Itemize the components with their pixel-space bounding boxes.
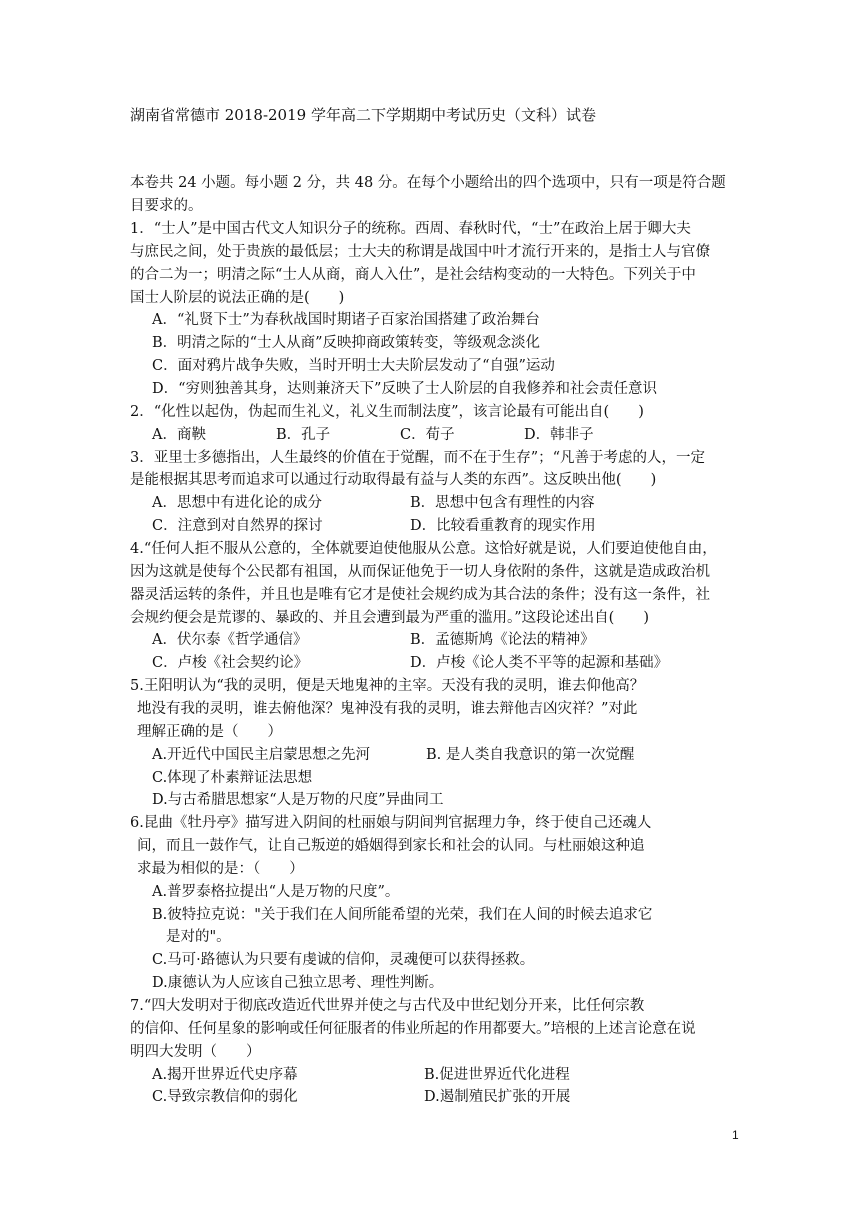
intro-line: 目要求的。 <box>130 198 203 214</box>
question-1-option-d: D．“穷则独善其身，达则兼济天下”反映了士人阶层的自我修养和社会责任意识 <box>152 381 657 397</box>
question-6-option-c: C.马可·路德认为只要有虔诚的信仰，灵魂便可以获得拯救。 <box>152 952 535 968</box>
question-5-stem: 理解正确的是（ ） <box>137 724 282 740</box>
question-6-option-b-continued: 是对的"。 <box>166 929 231 945</box>
question-6-option-a: A.普罗泰格拉提出“人是万物的尺度”。 <box>152 884 400 900</box>
question-7-option-b: B.促进世界近代化进程 <box>424 1067 570 1083</box>
question-5-option-c: C.体现了朴素辩证法思想 <box>152 770 313 786</box>
question-1-stem: 与庶民之间，处于贵族的最低层；士大夫的称谓是战国中叶才流行开来的，是指士人与官僚 <box>130 244 710 260</box>
page-number: 1 <box>732 1128 739 1142</box>
question-7-option-a: A.揭开世界近代史序幕 <box>152 1067 298 1083</box>
question-5-stem: 5.王阳明认为“我的灵明，便是天地鬼神的主宰。天没有我的灵明，谁去仰他高？ <box>130 678 645 694</box>
question-4-option-b: B．孟德斯鸠《论法的精神》 <box>410 632 595 648</box>
question-4-stem: 器灵活运转的条件，并且也是唯有它才是使社会规约成为其合法的条件；没有这一条件，社 <box>130 587 710 603</box>
question-3-option-c: C．注意到对自然界的探讨 <box>152 518 323 534</box>
question-5-option-b: B. 是人类自我意识的第一次觉醒 <box>426 747 635 763</box>
intro-line: 本卷共 24 小题。每小题 2 分，共 48 分。在每个小题给出的四个选项中，只有一项是符合题 <box>130 175 726 191</box>
question-1-option-a: A．“礼贤下士”为春秋战国时期诸子百家治国搭建了政治舞台 <box>152 312 540 328</box>
question-2-option-a: A．商鞅 <box>152 427 206 443</box>
question-4-option-c: C．卢梭《社会契约论》 <box>152 655 309 671</box>
question-7-stem: 的信仰、任何星象的影响或任何征服者的伟业所起的作用都要大。”培根的上述言论意在说 <box>130 1021 696 1037</box>
question-3-option-a: A．思想中有进化论的成分 <box>152 495 322 511</box>
question-6-option-b: B.彼特拉克说："关于我们在人间所能希望的光荣，我们在人间的时候去追求它 <box>152 907 653 923</box>
question-2-option-c: C．荀子 <box>400 427 455 443</box>
question-3-option-d: D．比较看重教育的现实作用 <box>410 518 596 534</box>
question-2-option-b: B．孔子 <box>276 427 331 443</box>
question-6-option-d: D.康德认为人应该自己独立思考、理性判断。 <box>152 975 444 991</box>
question-7-option-c: C.导致宗教信仰的弱化 <box>152 1089 298 1105</box>
question-6-stem: 求最为相似的是：（ ） <box>137 861 304 877</box>
document-title: 湖南省常德市 2018-2019 学年高二下学期期中考试历史（文科）试卷 <box>130 106 596 124</box>
question-4-option-d: D．卢梭《论人类不平等的起源和基础》 <box>410 655 669 671</box>
question-6-stem: 间，而且一鼓作气，让自己叛逆的婚姻得到家长和社会的认同。与杜丽娘这种追 <box>137 838 645 854</box>
question-5-option-d: D.与古希腊思想家“人是万物的尺度”异曲同工 <box>152 792 444 808</box>
question-4-stem: 因为这就是使每个公民都有祖国，从而保证他免于一切人身依附的条件，这就是造成政治机 <box>130 564 710 580</box>
question-7-option-d: D.遏制殖民扩张的开展 <box>424 1089 571 1105</box>
question-3-option-b: B．思想中包含有理性的内容 <box>410 495 595 511</box>
question-2-stem: 2．“化性以起伪，伪起而生礼义，礼义生而制法度”，该言论最有可能出自( ) <box>130 404 644 420</box>
question-1-stem: 国士人阶层的说法正确的是( ) <box>130 290 345 306</box>
question-1-stem: 的合二为一；明清之际“士人从商，商人入仕”，是社会结构变动的一大特色。下列关于中 <box>130 267 696 283</box>
question-1-option-c: C．面对鸦片战争失败，当时开明士大夫阶层发动了“自强”运动 <box>152 358 555 374</box>
question-1-stem: 1．“士人”是中国古代文人知识分子的统称。西周、春秋时代，“士”在政治上居于卿大夫 <box>130 221 691 237</box>
question-4-stem: 4.“任何人拒不服从公意的，全体就要迫使他服从公意。这恰好就是说，人们要迫使他自由， <box>130 541 717 557</box>
question-7-stem: 明四大发明（ ） <box>130 1044 261 1060</box>
question-6-stem: 6.昆曲《牡丹亭》描写进入阴间的杜丽娘与阴间判官据理力争，终于使自己还魂人 <box>130 815 652 831</box>
question-4-option-a: A．伏尔泰《哲学通信》 <box>152 632 308 648</box>
question-3-stem: 是能根据其思考而追求可以通过行动取得最有益与人类的东西”。这反映出他( ) <box>130 472 657 488</box>
question-5-stem: 地没有我的灵明，谁去俯他深？鬼神没有我的灵明，谁去辩他吉凶灾祥？”对此 <box>137 701 638 717</box>
question-1-option-b: B．明清之际的“士人从商”反映抑商政策转变，等级观念淡化 <box>152 335 540 351</box>
question-7-stem: 7.“四大发明对于彻底改造近代世界并使之与古代及中世纪划分开来，比任何宗教 <box>130 998 645 1014</box>
question-4-stem: 会规约便会是荒谬的、暴政的、并且会遭到最为严重的滥用。”这段论述出自( ) <box>130 610 649 626</box>
question-5-option-a: A.开近代中国民主启蒙思想之先河 <box>152 747 371 763</box>
question-3-stem: 3．亚里士多德指出，人生最终的价值在于觉醒，而不在于生存”；“凡善于考虑的人，一定 <box>130 450 706 466</box>
question-2-option-d: D．韩非子 <box>524 427 594 443</box>
